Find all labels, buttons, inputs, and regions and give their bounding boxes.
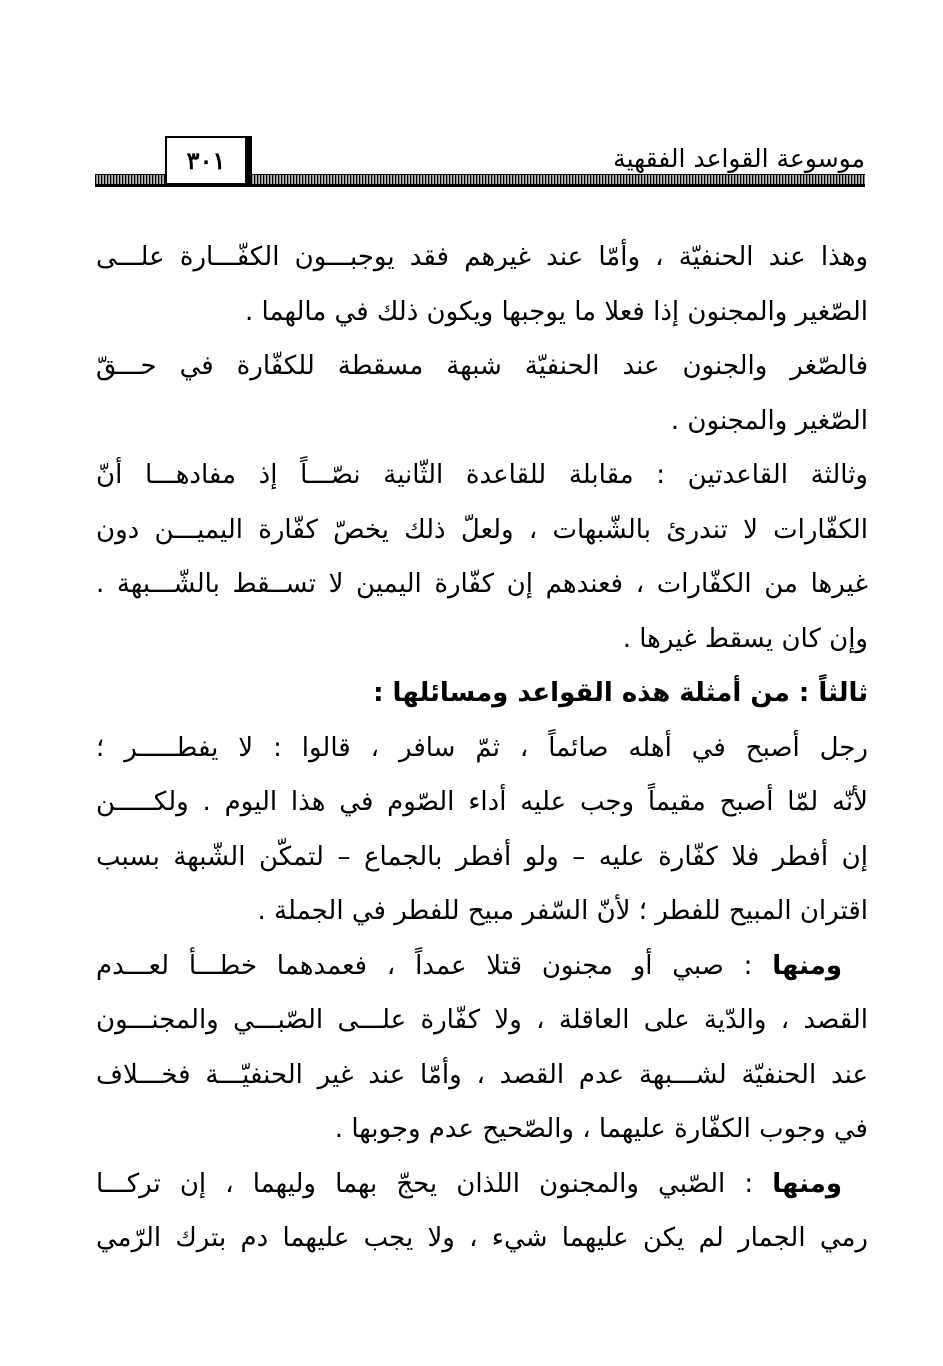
text-line: فالصّغر والجنون عند الحنفيّة شبهة مسقطة للكفّارة في حـــقّ <box>96 351 868 381</box>
text-line: الصّغير والمجنون . <box>670 405 868 436</box>
text-line: الصّغير والمجنون إذا فعلا ما يوجبها ويكون ذلك في مالهما . <box>245 296 868 327</box>
page-body <box>96 230 868 1266</box>
text-line: اقتران المبيح للفطر ؛ لأنّ السّفر مبيح للفطر في الجملة . <box>257 896 868 926</box>
minha-lead: ومنها <box>772 950 842 981</box>
text-line: عند الحنفيّة لشـــبهة عدم القصد ، وأمّا عند غير الحنفيّـــة فخـــلاف <box>96 1059 868 1090</box>
header-rule-bottom <box>95 185 865 187</box>
text-line: رجل أصبح في أهله صائماً ، ثمّ سافر ، قالوا : لا يفطـــــر ؛ <box>96 732 868 763</box>
text-line: في وجوب الكفّارة عليهما ، والصّحيح عدم وجوبها . <box>334 1114 868 1144</box>
text-line: الكفّارات لا تندرئ بالشّبهات ، ولعلّ ذلك يخصّ كفّارة اليميـــن دون <box>96 514 868 545</box>
page-number: ٣٠١ <box>165 136 252 185</box>
minha-lead: ومنها <box>772 1168 842 1199</box>
text-line: وثالثة القاعدتين : مقابلة للقاعدة الثّانية نصّـــاً إذ مفادهـــا أنّ <box>96 460 868 490</box>
text-line: وإن كان يسقط غيرها . <box>622 623 868 654</box>
minha-rest: : صبي أو مجنون قتلا عمداً ، فعمدهما خطـــأ لعـــدم <box>96 950 773 981</box>
book-title: موسوعة القواعد الفقهية <box>613 144 865 173</box>
text-line: القصد ، والدّية على العاقلة ، ولا كفّارة علـــى الصّبـــي والمجنـــون <box>96 1005 868 1035</box>
text-line: وهذا عند الحنفيّة ، وأمّا عند غيرهم فقد يوجبـــون الكفّـــارة علـــى <box>96 242 868 272</box>
text-line: إن أفطر فلا كفّارة عليه – ولو أفطر بالجماع – لتمكّن الشّبهة بسبب <box>96 841 868 872</box>
paragraph-minha-2 <box>96 1157 868 1212</box>
page-header <box>95 136 865 186</box>
minha-rest: : الصّبي والمجنون اللذان يحجّ بهما وليهما ، إن تركـــا <box>96 1168 773 1199</box>
section-heading: ثالثاً : من أمثلة هذه القواعد ومسائلها : <box>373 678 868 708</box>
text-line: رمي الجمار لم يكن عليهما شيء ، ولا يجب عليهما دم بترك الرّمي <box>96 1223 868 1253</box>
text-line: لأنّه لمّا أصبح مقيماً وجب عليه أداء الصّوم في هذا اليوم . ولكـــــن <box>96 787 868 817</box>
paragraph-minha-1 <box>96 939 868 994</box>
text-line: غيرها من الكفّارات ، فعندهم إن كفّارة اليمين لا تســقط بالشّـــبهة . <box>96 569 868 599</box>
